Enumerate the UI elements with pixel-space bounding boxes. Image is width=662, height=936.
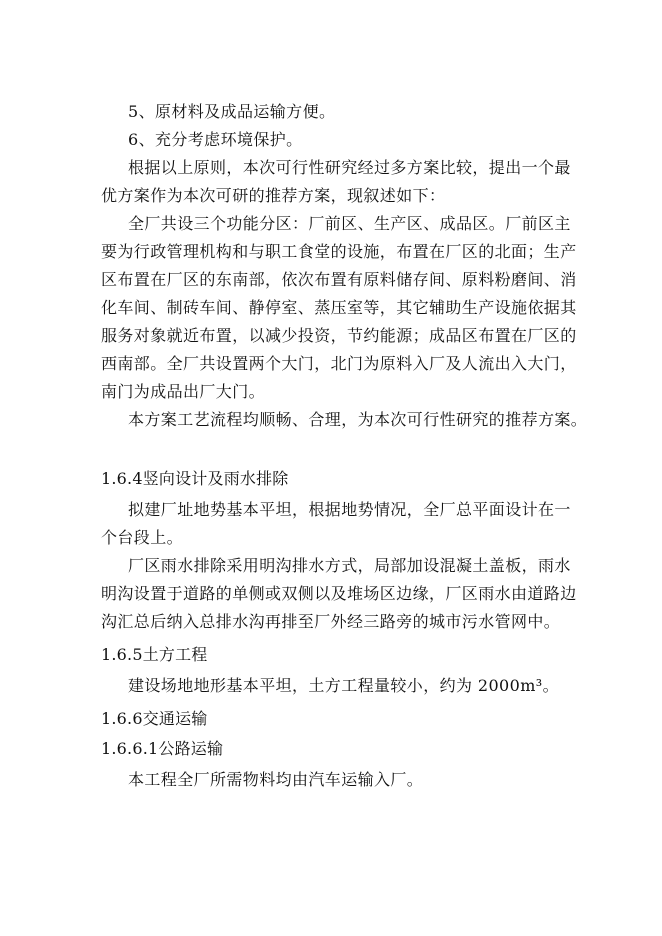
paragraph-line: 化车间、制砖车间、静停室、蒸压室等，其它辅助生产设施依据其 [101, 298, 577, 317]
paragraph-line: 全厂共设三个功能分区：厂前区、生产区、成品区。厂前区主 [128, 214, 571, 233]
list-item-5: 5、原材料及成品运输方便。 [128, 102, 336, 121]
paragraph-line: 根据以上原则，本次可行性研究经过多方案比较，提出一个最 [128, 158, 571, 177]
paragraph-line: 西南部。全厂共设置两个大门，北门为原料入厂及人流出入大门， [101, 354, 577, 373]
paragraph-line: 厂区雨水排除采用明沟排水方式，局部加设混凝土盖板，雨水 [128, 556, 571, 575]
paragraph-line: 拟建厂址地势基本平坦，根据地势情况，全厂总平面设计在一 [128, 500, 571, 519]
paragraph-line: 个台段上。 [101, 528, 184, 547]
paragraph-line: 南门为成品出厂大门。 [101, 382, 266, 401]
section-heading-1-6-6: 1.6.6交通运输 [101, 709, 208, 728]
section-heading-1-6-5: 1.6.5土方工程 [101, 645, 208, 664]
list-item-6: 6、充分考虑环境保护。 [128, 130, 303, 149]
section-heading-1-6-6-1: 1.6.6.1公路运输 [101, 739, 224, 758]
paragraph-line: 本工程全厂所需物料均由汽车运输入厂。 [128, 770, 424, 789]
section-heading-1-6-4: 1.6.4竖向设计及雨水排除 [101, 469, 289, 488]
paragraph-line: 明沟设置于道路的单侧或双侧以及堆场区边缘，厂区雨水由道路边 [101, 584, 577, 603]
paragraph-line: 建设场地地形基本平坦，土方工程量较小，约为 2000m³。 [128, 676, 559, 695]
paragraph-line: 区布置在厂区的东南部，依次布置有原料储存间、原料粉磨间、消 [101, 270, 577, 289]
paragraph-line: 本方案工艺流程均顺畅、合理，为本次可行性研究的推荐方案。 [128, 410, 588, 429]
paragraph-line: 优方案作为本次可研的推荐方案，现叙述如下： [101, 186, 446, 205]
paragraph-line: 沟汇总后纳入总排水沟再排至厂外经三路旁的城市污水管网中。 [101, 612, 561, 631]
paragraph-line: 服务对象就近布置，以减少投资，节约能源；成品区布置在厂区的 [101, 326, 577, 345]
paragraph-line: 要为行政管理机构和与职工食堂的设施，布置在厂区的北面；生产 [101, 242, 577, 261]
